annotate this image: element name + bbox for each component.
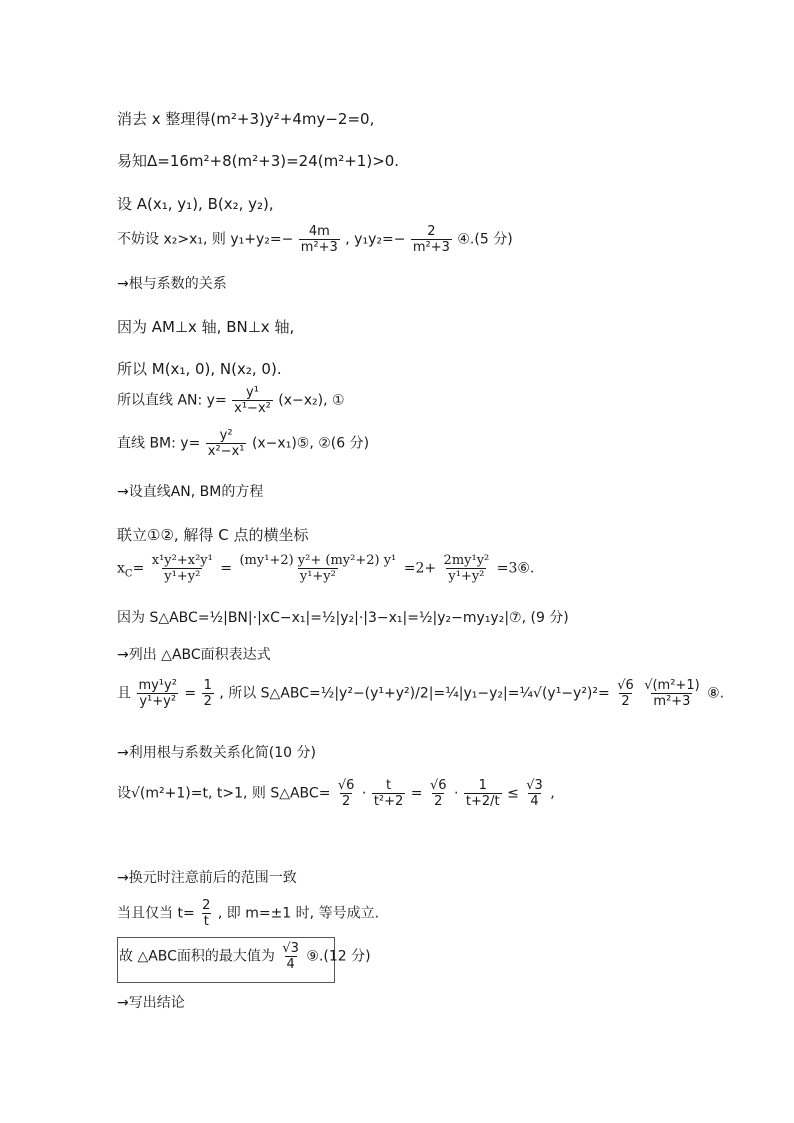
- xc-fraction-3: [442, 553, 492, 584]
- line-area-simplify: [117, 678, 724, 709]
- subst-fraction-5: [524, 778, 545, 809]
- equality-frac-num: 2: [202, 898, 211, 913]
- line-vieta: [117, 224, 513, 255]
- subst-fraction-1: [336, 778, 357, 809]
- simplify-fraction-1: [136, 678, 178, 709]
- an-slope-fraction: [232, 385, 273, 416]
- an-text-a: 所以直线 AN: y=: [117, 392, 227, 409]
- xc-result: =3⑥.: [496, 560, 535, 577]
- line-equality-condition: [117, 898, 379, 929]
- hint-conclusion: →写出结论: [117, 995, 185, 1011]
- line-set-points: 设 A(x₁, y₁), B(x₂, y₂),: [117, 195, 274, 213]
- line-points-mn: 所以 M(x₁, 0), N(x₂, 0).: [117, 360, 282, 378]
- simplify-frac2-num: 1: [203, 678, 212, 693]
- an-slope-den: x¹−x²: [234, 401, 271, 416]
- equality-frac-den: t: [203, 914, 209, 929]
- conclusion-text-a: 故 △ABC面积的最大值为: [119, 948, 275, 965]
- xc-subscript: C: [124, 568, 133, 580]
- subst-dot-1: ·: [361, 785, 367, 802]
- line-conclusion: [119, 941, 371, 972]
- vieta-product-den: m²+3: [412, 240, 450, 255]
- simplify-frac4-num: √(m²+1): [644, 678, 700, 693]
- line-discriminant: 易知Δ=16m²+8(m²+3)=24(m²+1)>0.: [117, 152, 400, 170]
- line-substitution: [117, 778, 555, 809]
- vieta-sum-den: m²+3: [300, 240, 338, 255]
- xc-fraction-2: [237, 553, 398, 584]
- subst-frac1-num: √6: [337, 778, 355, 793]
- conclusion-frac-num: √3: [282, 941, 299, 956]
- simplify-frac3-den: 2: [621, 694, 630, 709]
- simplify-frac1-den: y¹+y²: [139, 694, 177, 709]
- conclusion-frac-den: 4: [286, 957, 295, 972]
- xc-eq1: =: [132, 560, 145, 577]
- vieta-sum-fraction: [299, 224, 340, 255]
- bm-slope-num: y²: [219, 428, 233, 443]
- xc-frac1-den: y¹+y²: [164, 569, 201, 584]
- bm-text-a: 直线 BM: y=: [117, 435, 201, 452]
- hint-range: →换元时注意前后的范围一致: [117, 870, 297, 886]
- subst-frac5-den: 4: [530, 794, 539, 809]
- equality-text-a: 当且仅当 t=: [117, 905, 195, 922]
- vieta-product-fraction: [411, 224, 452, 255]
- hint-line-equations: →设直线AN, BM的方程: [117, 484, 264, 500]
- simplify-fraction-4: [642, 678, 701, 709]
- subst-comma: ,: [550, 785, 555, 802]
- vieta-product-num: 2: [427, 224, 436, 239]
- subst-frac1-den: 2: [342, 794, 351, 809]
- bm-slope-den: x²−x¹: [207, 444, 245, 459]
- conclusion-fraction: [280, 941, 301, 972]
- subst-fraction-2: [372, 778, 405, 809]
- equality-fraction: [200, 898, 212, 929]
- simplify-frac1-num: my¹y²: [138, 678, 177, 693]
- line-area-expression: 因为 S△ABC=½|BN|·|xC−x₁|=½|y₂|·|3−x₁|=½|y₂−my₁y₂|⑦, (9 分): [117, 610, 569, 626]
- bm-text-b: (x−x₁)⑤, ②(6 分): [251, 435, 370, 452]
- line-xc-equation: [117, 553, 534, 584]
- subst-frac3-den: 2: [434, 794, 443, 809]
- simplify-fraction-3: [615, 678, 636, 709]
- subst-text-a: 设√(m²+1)=t, t>1, 则 S△ABC=: [117, 785, 331, 802]
- subst-eq: =: [410, 785, 423, 802]
- conclusion-text-b: ⑨.(12 分): [306, 948, 371, 965]
- subst-leq: ≤: [507, 785, 519, 802]
- simplify-text-c: , 所以 S△ABC=½|y²−(y¹+y²)/2|=¼|y₁−y₂|=¼√(y¹−y²)²=: [219, 685, 610, 702]
- equality-text-b: , 即 m=±1 时, 等号成立.: [217, 905, 380, 922]
- xc-symbol: x: [117, 560, 125, 577]
- simplify-frac2-den: 2: [203, 694, 212, 709]
- hint-vieta: →根与系数的关系: [117, 276, 227, 292]
- xc-fraction-1: [150, 553, 215, 584]
- xc-eq3: =2+: [403, 560, 437, 577]
- xc-frac2-den: y¹+y²: [299, 569, 336, 584]
- subst-fraction-3: [428, 778, 449, 809]
- vieta-text-b: , y₁y₂=−: [345, 231, 406, 248]
- simplify-fraction-2: [202, 678, 214, 709]
- simplify-frac3-num: √6: [617, 678, 634, 693]
- subst-dot-2: ·: [453, 785, 459, 802]
- line-an-equation: [117, 385, 345, 416]
- xc-eq2: =: [220, 560, 233, 577]
- xc-frac1-num: x¹y²+x²y¹: [151, 553, 213, 568]
- subst-frac4-den: t+2/t: [465, 794, 500, 809]
- simplify-eq: =: [184, 685, 197, 702]
- xc-frac2-num: (my¹+2) y²+ (my²+2) y¹: [239, 553, 397, 568]
- xc-frac3-den: y¹+y²: [448, 569, 485, 584]
- subst-frac2-num: t: [386, 778, 392, 793]
- simplify-text-d: ⑧.: [707, 685, 725, 702]
- subst-frac5-num: √3: [526, 778, 543, 793]
- subst-frac3-num: √6: [429, 778, 447, 793]
- hint-area-expression: →列出 △ABC面积表达式: [117, 647, 271, 663]
- hint-simplify: →利用根与系数关系化简(10 分): [117, 745, 316, 761]
- line-solve-c: 联立①②, 解得 C 点的横坐标: [117, 526, 309, 544]
- simplify-frac4-den: m²+3: [653, 694, 691, 709]
- an-text-b: (x−x₂), ①: [278, 392, 345, 409]
- subst-fraction-4: [464, 778, 502, 809]
- line-bm-equation: [117, 428, 369, 459]
- line-perpendicular: 因为 AM⊥x 轴, BN⊥x 轴,: [117, 318, 295, 336]
- vieta-text-a: 不妨设 x₂>x₁, 则 y₁+y₂=−: [117, 231, 294, 248]
- vieta-sum-num: 4m: [308, 224, 330, 239]
- simplify-text-a: 且: [117, 685, 131, 702]
- line-eliminate-x: 消去 x 整理得(m²+3)y²+4my−2=0,: [117, 110, 375, 128]
- bm-slope-fraction: [206, 428, 247, 459]
- an-slope-num: y¹: [246, 385, 259, 400]
- subst-frac4-num: 1: [478, 778, 487, 793]
- vieta-text-c: ④.(5 分): [457, 231, 513, 248]
- xc-frac3-num: 2my¹y²: [443, 553, 490, 568]
- subst-frac2-den: t²+2: [373, 794, 404, 809]
